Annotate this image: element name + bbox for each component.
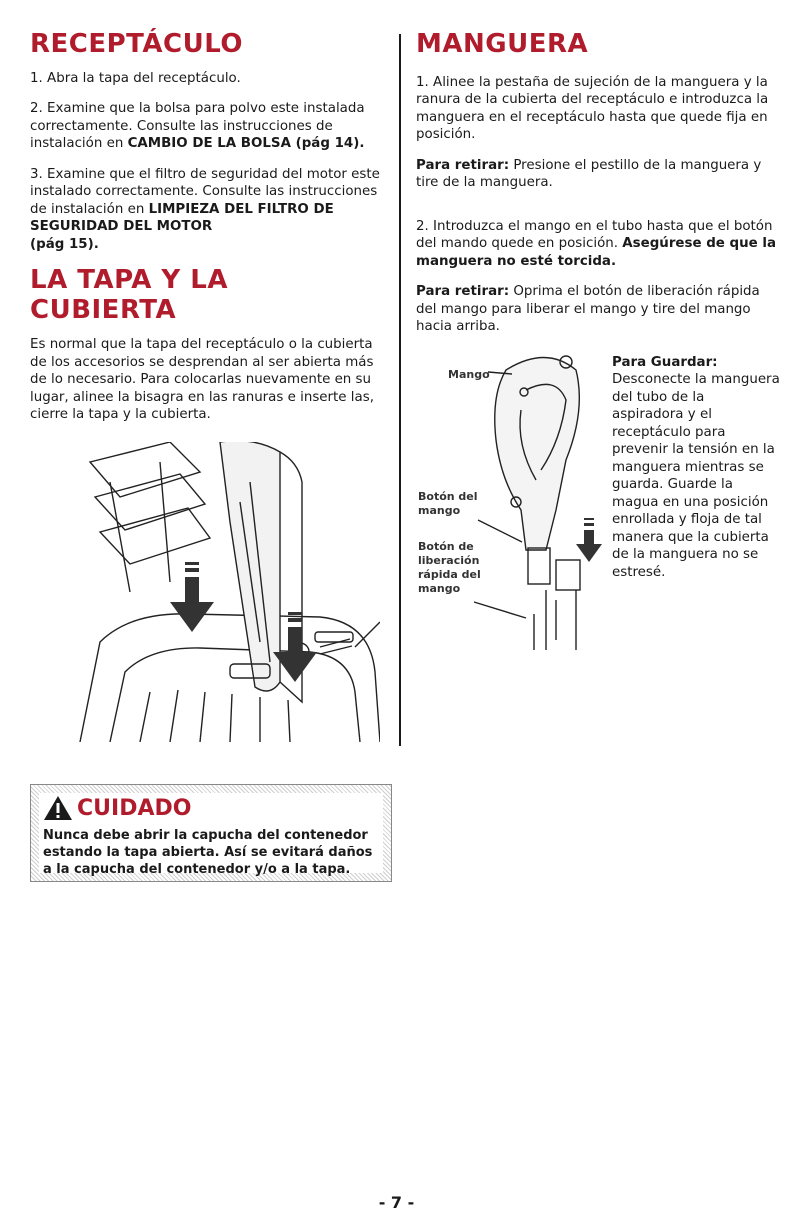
left-column <box>30 30 382 742</box>
caution-box <box>30 784 392 882</box>
manguera-section <box>416 30 778 336</box>
caution-title: CUIDADO <box>77 795 192 821</box>
column-divider <box>399 34 401 746</box>
down-arrow-icon <box>576 518 602 562</box>
manguera-step-1: 1. Alinee la pestaña de sujeción de la manguera y la ranura de la cubierta del receptáculo e introduzca la manguera en el receptáculo hasta que quede fija en posición. <box>416 74 769 143</box>
manguera-remove-2: Para retirar: Oprima el botón de liberación rápida del mango para liberar el mango y tire del mango hacia arriba. <box>416 284 760 335</box>
tapa-body: Es normal que la tapa del receptáculo o la cubierta de los accesorios se desprendan al ser abierta más de lo necesario. Para colocarlas nuevamente en su lugar, alinee la bisagra en las ranuras e inserte las, cierre la tapa y la cubierta. <box>30 337 374 423</box>
right-column <box>416 30 778 650</box>
lid-cover-illustration <box>70 442 380 742</box>
manguera-remove-1: Para retirar: Presione el pestillo de la manguera y tire de la manguera. <box>416 157 762 191</box>
manguera-title: MANGUERA <box>416 29 589 59</box>
callout-boton-liberacion: Botón de liberación rápida del mango <box>418 539 481 595</box>
storage-instructions: Para Guardar: Desconecte la manguera del tubo de la aspiradora y el receptáculo para prevenir la tensión en la manguera mientras se guarda. Guarde la magua en una posición enrollada y floja de tal manera que la cubierta de la manguera no se estresé. <box>612 354 780 580</box>
receptaculo-title: RECEPTÁCULO <box>30 29 243 59</box>
lid-hinge-drawing <box>70 442 380 742</box>
callout-mango: Mango <box>448 367 490 381</box>
receptaculo-step-1: 1. Abra la tapa del receptáculo. <box>30 70 241 86</box>
warning-icon <box>43 795 73 821</box>
tapa-section <box>30 266 382 423</box>
down-arrow-icon <box>170 562 214 632</box>
filter-cleaning-reference: LIMPIEZA DEL FILTRO DE SEGURIDAD DEL MOTOR <box>30 201 334 235</box>
manguera-step-2: 2. Introduzca el mango en el tubo hasta que el botón del mando quede en posición. Asegúrese de que la manguera no esté torcida. <box>416 218 777 269</box>
callout-boton-mango: Botón del mango <box>418 489 478 517</box>
caution-text: Nunca debe abrir la capucha del contenedor estando la tapa abierta. Así se evitará daños a la capucha del contenedor y/o a la tapa. <box>43 828 373 877</box>
bag-change-reference: CAMBIO DE LA BOLSA (pág 14). <box>127 136 365 152</box>
filter-page-reference: (pág 15). <box>30 236 99 252</box>
hose-twist-warning: Asegúrese de que la manguera no esté torcida. <box>416 236 777 269</box>
receptaculo-section <box>30 30 382 253</box>
receptaculo-step-3: 3. Examine que el filtro de seguridad del motor este instalado correctamente. Consulte las instrucciones de instalación en LIMPIEZA DEL FILTRO DE SEGURIDAD DEL MOTOR (pág 15). <box>30 166 380 252</box>
receptaculo-step-2: 2. Examine que la bolsa para polvo este instalada correctamente. Consulte las instrucciones de instalación en CAMBIO DE LA BOLSA (pág 14). <box>30 101 365 152</box>
hose-storage-block <box>416 350 778 650</box>
page-number: - 7 - <box>378 1193 415 1212</box>
tapa-title: LA TAPA Y LA CUBIERTA <box>30 265 228 326</box>
